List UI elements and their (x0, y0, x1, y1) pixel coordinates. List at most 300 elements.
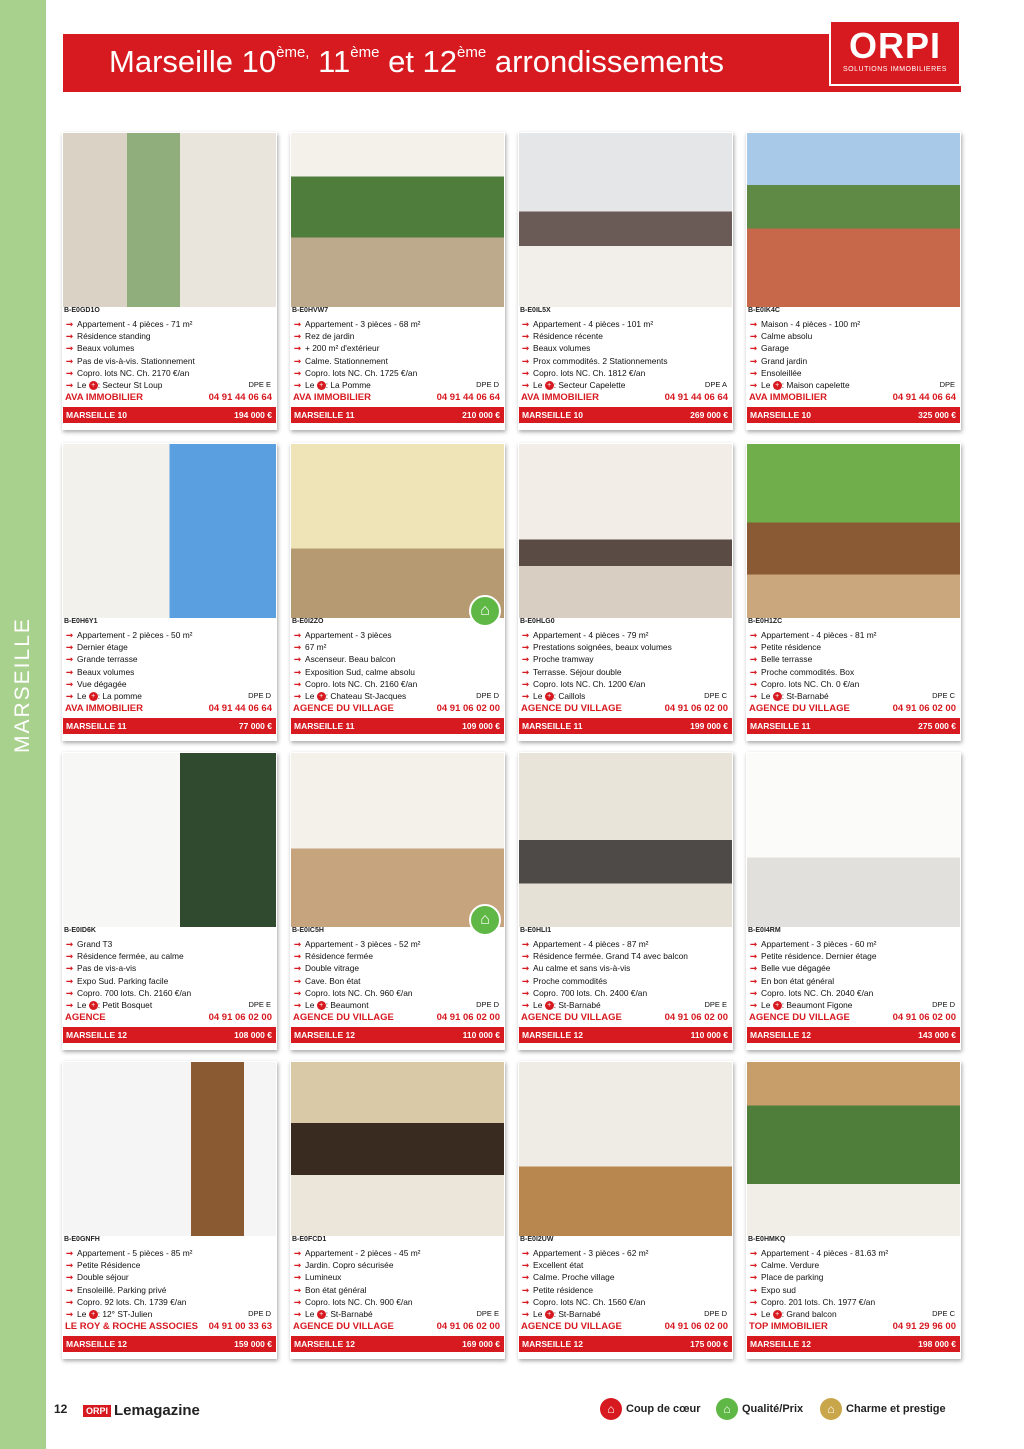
city: MARSEILLE 11 (750, 721, 811, 732)
feature-line: ➞ Belle terrasse (750, 654, 813, 665)
heart-icon: + (317, 1001, 326, 1010)
feature-list (522, 938, 729, 1011)
price-bar (747, 1336, 960, 1352)
arrow-icon: ➞ (294, 1248, 302, 1258)
feature-list (294, 629, 501, 702)
coup-de-coeur-line: ➞ Le + : Chateau St-Jacques DPE D (294, 690, 499, 701)
feature-list (66, 938, 273, 1011)
feature-line: ➞ Calme. Stationnement (294, 355, 388, 366)
feature-line: ➞ Copro. 201 lots. Ch. 1977 €/an (750, 1296, 876, 1307)
arrow-icon: ➞ (66, 1296, 74, 1307)
price-bar (63, 407, 276, 423)
feature-line: ➞ Copro. lots NC. Ch. 1560 €/an (522, 1296, 646, 1307)
check-house-icon: ⌂ (716, 1398, 738, 1420)
price-bar (63, 1027, 276, 1043)
feature-line: ➞ Appartement - 3 pièces - 60 m² (750, 939, 877, 949)
heart-icon: + (773, 381, 782, 390)
property-photo[interactable] (63, 133, 276, 307)
price-bar (747, 718, 960, 734)
agency-name: AVA IMMOBILIER (521, 392, 599, 404)
city: MARSEILLE 11 (294, 410, 355, 421)
page-number: 12 (54, 1402, 68, 1416)
arrow-icon: ➞ (294, 1272, 302, 1283)
agency-phone[interactable]: 04 91 06 02 00 (664, 703, 728, 715)
price: 159 000 € (234, 1339, 272, 1350)
arrow-icon: ➞ (66, 939, 74, 949)
dpe-rating: DPE C (932, 1308, 955, 1318)
arrow-icon: ➞ (66, 642, 74, 653)
arrow-icon: ➞ (522, 1308, 530, 1319)
feature-line: ➞ Expo Sud. Parking facile (66, 975, 169, 986)
agency-row (749, 392, 959, 404)
property-photo[interactable] (747, 1062, 960, 1236)
price-bar (519, 1027, 732, 1043)
arrow-icon: ➞ (294, 690, 302, 701)
price: 198 000 € (918, 1339, 956, 1350)
agency-name: AGENCE DU VILLAGE (521, 1321, 622, 1333)
heart-icon: + (317, 692, 326, 701)
city: MARSEILLE 12 (522, 1030, 583, 1041)
listing-card[interactable] (290, 443, 505, 741)
feature-line: ➞ Grand T3 (66, 939, 113, 949)
agency-row (293, 1012, 503, 1024)
arrow-icon: ➞ (66, 678, 74, 689)
price: 194 000 € (234, 410, 272, 421)
feature-line: ➞ Dernier étage (66, 642, 128, 653)
listing-card[interactable] (62, 1061, 277, 1359)
feature-list (750, 318, 957, 391)
arrow-icon: ➞ (522, 1272, 530, 1283)
dpe-rating: DPE D (476, 379, 499, 389)
arrow-icon: ➞ (522, 331, 530, 342)
dpe-rating: DPE D (248, 690, 271, 700)
arrow-icon: ➞ (522, 367, 530, 378)
feature-line: ➞ Garage (750, 343, 789, 354)
property-photo[interactable] (291, 1062, 504, 1236)
property-photo[interactable] (519, 753, 732, 927)
feature-line: ➞ Appartement - 3 pièces - 62 m² (522, 1248, 649, 1258)
listing-card[interactable] (62, 752, 277, 1050)
feature-line: ➞ Place de parking (750, 1272, 824, 1283)
agency-row (521, 1012, 731, 1024)
arrow-icon: ➞ (522, 343, 530, 354)
feature-line: ➞ Jardin. Copro sécurisée (294, 1260, 394, 1271)
agency-phone[interactable]: 04 91 29 96 00 (892, 1321, 956, 1333)
arrow-icon: ➞ (294, 343, 302, 354)
arrow-icon: ➞ (66, 666, 74, 677)
arrow-icon: ➞ (294, 319, 302, 329)
agency-phone[interactable]: 04 91 44 06 64 (208, 703, 272, 715)
arrow-icon: ➞ (522, 678, 530, 689)
agency-name: AVA IMMOBILIER (65, 392, 143, 404)
feature-line: ➞ Copro. 700 lots. Ch. 2400 €/an (522, 987, 648, 998)
arrow-icon: ➞ (66, 1260, 74, 1271)
arrow-icon: ➞ (750, 331, 758, 342)
agency-name: AGENCE DU VILLAGE (521, 703, 622, 715)
feature-line: ➞ Ensoleillée (750, 367, 802, 378)
arrow-icon: ➞ (294, 963, 302, 974)
city: MARSEILLE 12 (66, 1339, 127, 1350)
arrow-icon: ➞ (522, 630, 530, 640)
listing-ref: B-E0H6Y1 (64, 618, 98, 625)
page-title: Marseille $10^{ème,}$ 11ème et 12ème arrondissements (109, 44, 724, 79)
listing-card[interactable] (290, 752, 505, 1050)
agency-phone[interactable]: 04 91 06 02 00 (436, 1321, 500, 1333)
arrow-icon: ➞ (522, 379, 530, 390)
city: MARSEILLE 11 (294, 721, 355, 732)
property-photo[interactable] (63, 444, 276, 618)
feature-line: ➞ Appartement - 3 pièces (294, 630, 392, 640)
price: 199 000 € (690, 721, 728, 732)
agency-name: AGENCE DU VILLAGE (749, 703, 850, 715)
dpe-rating: DPE D (932, 999, 955, 1009)
arrow-icon: ➞ (750, 678, 758, 689)
qualite-prix-badge-icon: ⌂ (469, 904, 501, 936)
feature-line: ➞ Résidence récente (522, 331, 603, 342)
heart-icon: + (317, 381, 326, 390)
agency-phone[interactable]: 04 91 44 06 64 (436, 392, 500, 404)
coup-de-coeur-line: ➞ Le + : Maison capelette DPE (750, 379, 955, 390)
arrow-icon: ➞ (66, 630, 74, 640)
dpe-rating: DPE E (704, 999, 727, 1009)
agency-phone[interactable]: 04 91 06 02 00 (892, 1012, 956, 1024)
listing-card[interactable] (518, 1061, 733, 1359)
listing-ref: B-E0FCD1 (292, 1236, 327, 1243)
dpe-rating: DPE A (704, 379, 727, 389)
feature-line: ➞ Appartement - 4 pièces - 79 m² (522, 630, 649, 640)
feature-line: ➞ Bon état général (294, 1284, 367, 1295)
price-bar (291, 718, 504, 734)
price-bar (747, 407, 960, 423)
city: MARSEILLE 12 (294, 1339, 355, 1350)
coup-de-coeur-line: ➞ Le + : La Pomme DPE D (294, 379, 499, 390)
coup-de-coeur-line: ➞ Le + : La pomme DPE D (66, 690, 271, 701)
arrow-icon: ➞ (750, 666, 758, 677)
listing-ref: B-E0I2UW (520, 1236, 554, 1243)
price: 210 000 € (462, 410, 500, 421)
property-photo[interactable] (291, 753, 504, 927)
listing-card[interactable] (746, 752, 961, 1050)
coup-de-coeur-line: ➞ Le + : Petit Bosquet DPE E (66, 999, 271, 1010)
heart-icon: + (89, 1001, 98, 1010)
dpe-rating: DPE D (248, 1308, 271, 1318)
city: MARSEILLE 12 (522, 1339, 583, 1350)
heart-house-icon: ⌂ (600, 1398, 622, 1420)
arrow-icon: ➞ (522, 642, 530, 653)
property-photo[interactable] (519, 133, 732, 307)
arrow-icon: ➞ (522, 999, 530, 1010)
coup-de-coeur-line: ➞ Le + : 12° ST-Julien DPE D (66, 1308, 271, 1319)
arrow-icon: ➞ (294, 939, 302, 949)
feature-line: ➞ Copro. 92 lots. Ch. 1739 €/an (66, 1296, 187, 1307)
dpe-rating: DPE D (704, 1308, 727, 1318)
property-photo[interactable] (291, 133, 504, 307)
feature-list (750, 1247, 957, 1320)
listing-card[interactable] (746, 1061, 961, 1359)
feature-line: ➞ Appartement - 4 pièces - 87 m² (522, 939, 649, 949)
coup-de-coeur-line: ➞ Le + : Beaumont DPE D (294, 999, 499, 1010)
feature-line: ➞ Beaux volumes (66, 343, 135, 354)
arrow-icon: ➞ (294, 1296, 302, 1307)
arrow-icon: ➞ (294, 999, 302, 1010)
feature-line: ➞ Petite résidence (750, 642, 822, 653)
price-bar (291, 407, 504, 423)
dpe-rating: DPE (939, 379, 955, 389)
listing-ref: B-E0H1ZC (748, 618, 783, 625)
agency-name: AGENCE DU VILLAGE (293, 1012, 394, 1024)
listing-ref: B-E0IK4C (748, 307, 780, 314)
listing-ref: B-E0ID6K (64, 927, 96, 934)
arrow-icon: ➞ (750, 1308, 758, 1319)
feature-line: ➞ Beaux volumes (522, 343, 591, 354)
agency-name: AGENCE DU VILLAGE (293, 703, 394, 715)
arrow-icon: ➞ (522, 1260, 530, 1271)
heart-icon: + (317, 1310, 326, 1319)
arrow-icon: ➞ (294, 654, 302, 665)
listing-ref: B-E0I2ZO (292, 618, 324, 625)
agency-phone[interactable]: 04 91 00 33 63 (208, 1321, 272, 1333)
arrow-icon: ➞ (750, 355, 758, 366)
arrow-icon: ➞ (750, 319, 758, 329)
arrow-icon: ➞ (294, 951, 302, 962)
feature-line: ➞ Copro. lots NC. Ch. 1725 €/an (294, 367, 418, 378)
feature-line: ➞ Copro. lots NC. Ch. 960 €/an (294, 987, 413, 998)
listing-card[interactable] (518, 132, 733, 430)
city: MARSEILLE 11 (66, 721, 127, 732)
listing-ref: B-E0HLI1 (520, 927, 552, 934)
feature-line: ➞ 67 m² (294, 642, 327, 653)
price: 110 000 € (462, 1030, 500, 1041)
property-photo[interactable] (747, 753, 960, 927)
arrow-icon: ➞ (66, 367, 74, 378)
agency-phone[interactable]: 04 91 06 02 00 (664, 1321, 728, 1333)
feature-line: ➞ Grand jardin (750, 355, 808, 366)
arrow-icon: ➞ (522, 939, 530, 949)
heart-icon: + (773, 692, 782, 701)
agency-phone[interactable]: 04 91 06 02 00 (436, 1012, 500, 1024)
agency-row (749, 1012, 959, 1024)
feature-line: ➞ Pas de vis-a-vis (66, 963, 137, 974)
property-photo[interactable] (63, 753, 276, 927)
listing-card[interactable] (518, 443, 733, 741)
arrow-icon: ➞ (750, 654, 758, 665)
agency-row (293, 1321, 503, 1333)
city: MARSEILLE 10 (522, 410, 583, 421)
agency-name: LE ROY & ROCHE ASSOCIES (65, 1321, 199, 1333)
feature-line: ➞ Proche tramway (522, 654, 594, 665)
arrow-icon: ➞ (294, 642, 302, 653)
price: 175 000 € (690, 1339, 728, 1350)
heart-icon: + (545, 692, 554, 701)
agency-row (65, 1012, 275, 1024)
coup-de-coeur-line: ➞ Le + : St-Barnabé DPE D (522, 1308, 727, 1319)
arrow-icon: ➞ (750, 379, 758, 390)
arrow-icon: ➞ (66, 1284, 74, 1295)
listing-ref: B-E0HLG0 (520, 618, 555, 625)
feature-list (522, 1247, 729, 1320)
feature-line: ➞ Cave. Bon état (294, 975, 361, 986)
side-band (0, 0, 46, 1449)
coup-de-coeur-line: ➞ Le + : St-Barnabé DPE E (294, 1308, 499, 1319)
feature-line: ➞ Appartement - 5 pièces - 85 m² (66, 1248, 193, 1258)
arrow-icon: ➞ (522, 987, 530, 998)
heart-icon: + (89, 381, 98, 390)
dpe-rating: DPE E (248, 999, 271, 1009)
arrow-icon: ➞ (750, 1296, 758, 1307)
agency-phone[interactable]: 04 91 06 02 00 (208, 1012, 272, 1024)
agency-phone[interactable]: 04 91 06 02 00 (892, 703, 956, 715)
agency-row (65, 1321, 275, 1333)
arrow-icon: ➞ (66, 1272, 74, 1283)
arrow-icon: ➞ (522, 975, 530, 986)
listing-card[interactable] (290, 1061, 505, 1359)
feature-line: ➞ Copro. lots NC. Ch. 2170 €/an (66, 367, 190, 378)
listing-card[interactable] (746, 443, 961, 741)
arrow-icon: ➞ (66, 690, 74, 701)
coup-de-coeur-line: ➞ Le + : Grand balcon DPE C (750, 1308, 955, 1319)
arrow-icon: ➞ (522, 951, 530, 962)
arrow-icon: ➞ (294, 975, 302, 986)
property-photo[interactable] (519, 1062, 732, 1236)
feature-line: ➞ Copro. lots NC. Ch. 2160 €/an (294, 678, 418, 689)
feature-line: ➞ Ascenseur. Beau balcon (294, 654, 396, 665)
qualite-prix-badge-icon: ⌂ (469, 595, 501, 627)
agency-name: AVA IMMOBILIER (65, 703, 143, 715)
price: 109 000 € (462, 721, 500, 732)
city: MARSEILLE 10 (750, 410, 811, 421)
side-label: MARSEILLE (11, 617, 34, 753)
legend-qualite-prix: ⌂ Qualité/Prix (716, 1398, 803, 1424)
arrow-icon: ➞ (750, 367, 758, 378)
price-bar (291, 1336, 504, 1352)
feature-line: ➞ Rez de jardin (294, 331, 355, 342)
property-photo[interactable] (519, 444, 732, 618)
agency-phone[interactable]: 04 91 06 02 00 (664, 1012, 728, 1024)
arrow-icon: ➞ (750, 642, 758, 653)
arrow-icon: ➞ (294, 1260, 302, 1271)
property-photo[interactable] (291, 444, 504, 618)
listing-ref: B-E0IL5X (520, 307, 551, 314)
agency-name: AGENCE DU VILLAGE (293, 1321, 394, 1333)
listing-card[interactable] (746, 132, 961, 430)
arrow-icon: ➞ (522, 1248, 530, 1258)
coup-de-coeur-line: ➞ Le + : Caillols DPE C (522, 690, 727, 701)
property-photo[interactable] (63, 1062, 276, 1236)
price: 143 000 € (918, 1030, 956, 1041)
dpe-rating: DPE E (476, 1308, 499, 1318)
arrow-icon: ➞ (750, 975, 758, 986)
arrow-icon: ➞ (66, 987, 74, 998)
arrow-icon: ➞ (294, 355, 302, 366)
dpe-rating: DPE D (476, 999, 499, 1009)
arrow-icon: ➞ (522, 963, 530, 974)
arrow-icon: ➞ (294, 987, 302, 998)
price-bar (519, 718, 732, 734)
price-bar (291, 1027, 504, 1043)
city: MARSEILLE 11 (522, 721, 583, 732)
feature-line: ➞ Appartement - 4 pièces - 71 m² (66, 319, 193, 329)
arrow-icon: ➞ (294, 666, 302, 677)
heart-icon: + (773, 1001, 782, 1010)
agency-row (65, 703, 275, 715)
feature-line: ➞ Résidence fermée. Grand T4 avec balcon (522, 951, 688, 962)
feature-line: ➞ Excellent état (522, 1260, 584, 1271)
arrow-icon: ➞ (750, 690, 758, 701)
agency-phone[interactable]: 04 91 44 06 64 (664, 392, 728, 404)
price-bar (747, 1027, 960, 1043)
feature-line: ➞ + 200 m² d'extérieur (294, 343, 380, 354)
city: MARSEILLE 12 (750, 1030, 811, 1041)
arrow-icon: ➞ (66, 951, 74, 962)
arrow-icon: ➞ (522, 355, 530, 366)
agency-phone[interactable]: 04 91 06 02 00 (436, 703, 500, 715)
feature-line: ➞ Appartement - 4 pièces - 81.63 m² (750, 1248, 889, 1258)
listing-ref: B-E0GD1O (64, 307, 100, 314)
feature-line: ➞ Copro. lots NC. Ch. 1200 €/an (522, 678, 646, 689)
coup-de-coeur-line: ➞ Le + : St-Barnabé DPE E (522, 999, 727, 1010)
listing-card[interactable] (62, 443, 277, 741)
price: 108 000 € (234, 1030, 272, 1041)
agency-phone[interactable]: 04 91 44 06 64 (892, 392, 956, 404)
price-bar (519, 407, 732, 423)
arrow-icon: ➞ (750, 963, 758, 974)
arrow-icon: ➞ (66, 319, 74, 329)
feature-line: ➞ Copro. 700 lots. Ch. 2160 €/an (66, 987, 192, 998)
feature-line: ➞ Lumineux (294, 1272, 342, 1283)
listing-ref: B-E0HMKQ (748, 1236, 786, 1243)
listing-card[interactable] (62, 132, 277, 430)
price: 325 000 € (918, 410, 956, 421)
feature-line: ➞ En bon état général (750, 975, 835, 986)
feature-line: ➞ Pas de vis-à-vis. Stationnement (66, 355, 195, 366)
property-photo[interactable] (747, 444, 960, 618)
arrow-icon: ➞ (294, 1308, 302, 1319)
arrow-icon: ➞ (294, 678, 302, 689)
feature-line: ➞ Proche commodités. Box (750, 666, 855, 677)
arrow-icon: ➞ (750, 1284, 758, 1295)
arrow-icon: ➞ (750, 1272, 758, 1283)
feature-line: ➞ Double séjour (66, 1272, 129, 1283)
agency-row (521, 703, 731, 715)
feature-list (66, 1247, 273, 1320)
price: 269 000 € (690, 410, 728, 421)
orpi-logo: ORPI SOLUTIONS IMMOBILIERES (829, 20, 961, 86)
feature-line: ➞ Petite résidence. Dernier étage (750, 951, 877, 962)
legend-charme-prestige: ⌂ Charme et prestige (820, 1398, 946, 1424)
heart-icon: + (545, 381, 554, 390)
arrow-icon: ➞ (66, 999, 74, 1010)
listing-ref: B-E0GNFH (64, 1236, 100, 1243)
property-photo[interactable] (747, 133, 960, 307)
listing-card[interactable] (290, 132, 505, 430)
arrow-icon: ➞ (66, 1308, 74, 1319)
listing-card[interactable] (518, 752, 733, 1050)
dpe-rating: DPE C (704, 690, 727, 700)
arrow-icon: ➞ (66, 355, 74, 366)
feature-line: ➞ Petite résidence (522, 1284, 594, 1295)
feature-line: ➞ Appartement - 4 pièces - 101 m² (522, 319, 654, 329)
agency-name: AVA IMMOBILIER (749, 392, 827, 404)
heart-icon: + (89, 692, 98, 701)
feature-line: ➞ Copro. lots NC. Ch. 1812 €/an (522, 367, 646, 378)
feature-line: ➞ Grande terrasse (66, 654, 138, 665)
coup-de-coeur-line: ➞ Le + : Secteur St Loup DPE E (66, 379, 271, 390)
heart-icon: + (89, 1310, 98, 1319)
agency-phone[interactable]: 04 91 44 06 64 (208, 392, 272, 404)
arrow-icon: ➞ (522, 690, 530, 701)
arrow-icon: ➞ (294, 379, 302, 390)
arrow-icon: ➞ (66, 975, 74, 986)
